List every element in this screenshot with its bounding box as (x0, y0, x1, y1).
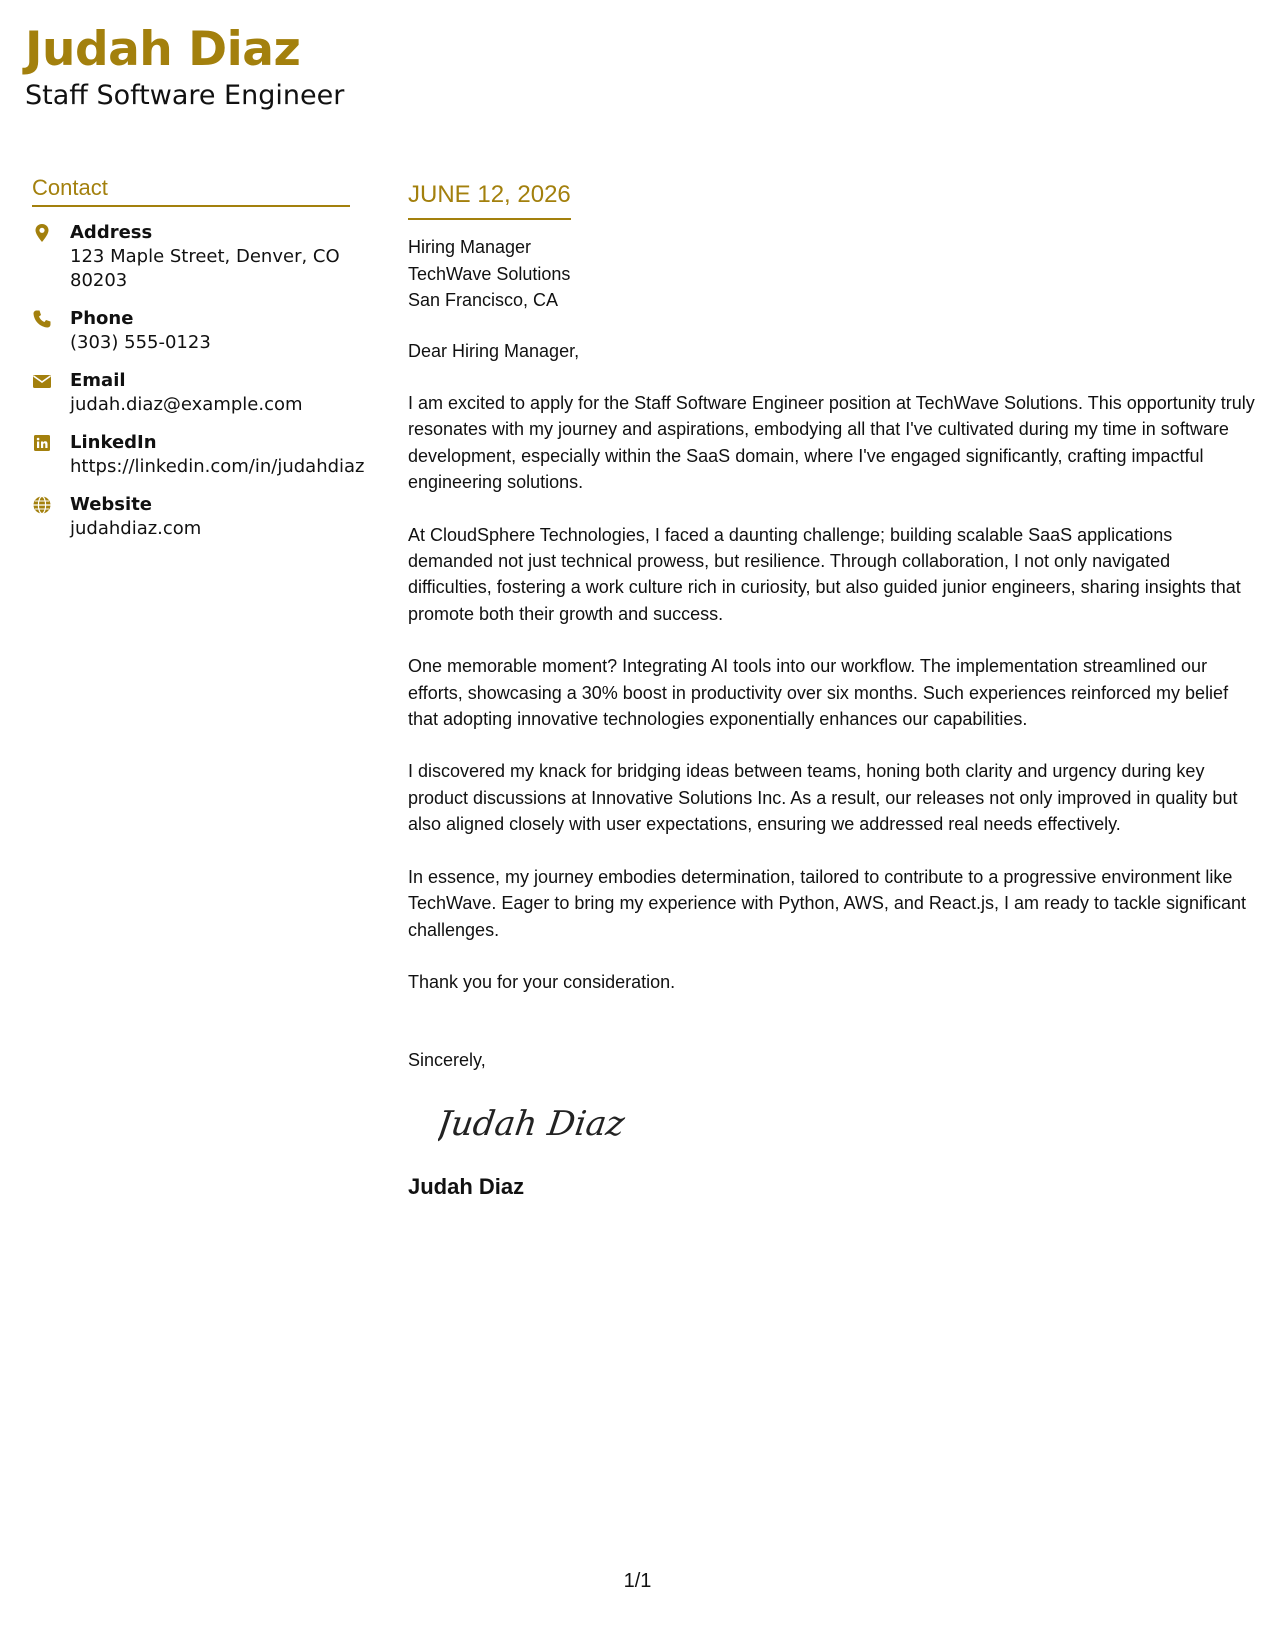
email-value: judah.diaz@example.com (70, 394, 303, 415)
paragraph: At CloudSphere Technologies, I faced a daunting challenge; building scalable SaaS applications demanded not just technical prowess, but resilience. Through collaboration, I not only navigated difficulties, fostering a work culture rich in curiosity, but also guided junior engineers, sharing insights that promote both their growth and success. (408, 524, 1241, 624)
letter-body (408, 178, 1256, 1202)
applicant-role: Staff Software Engineer (25, 80, 345, 111)
contact-label: Email (70, 370, 126, 391)
contact-label: LinkedIn (70, 432, 157, 453)
map-pin-icon (32, 223, 52, 243)
page-number: 1/1 (623, 1570, 652, 1592)
signer-name: Judah Diaz (408, 1174, 525, 1200)
greeting: Dear Hiring Manager, (408, 340, 580, 361)
paragraph: I discovered my knack for bridging ideas between teams, honing both clarity and urgency during key product discussions at Innovative Solutions Inc. As a result, our releases not only improved in quality but also aligned closely with user expectations, ensuring we addressed real needs effectively. (408, 761, 1238, 835)
contact-label: Website (70, 494, 153, 515)
recipient-block (408, 234, 1256, 314)
linkedin-value[interactable]: https://linkedin.com/in/judahdiaz (70, 456, 365, 477)
signature-text: Judah Diaz (438, 1104, 627, 1145)
contact-sidebar (32, 175, 365, 541)
contact-item-email (32, 369, 350, 417)
contact-item-address (32, 221, 350, 293)
phone-icon (32, 309, 52, 329)
contact-item-website (32, 493, 350, 541)
website-value[interactable]: judahdiaz.com (70, 518, 202, 539)
closing: Sincerely, (408, 1050, 486, 1071)
contact-label: Phone (70, 308, 134, 329)
paragraph: Thank you for your consideration. (408, 971, 676, 992)
applicant-name: Judah Diaz (25, 22, 301, 77)
address-value: 123 Maple Street, Denver, CO 80203 (70, 246, 340, 291)
globe-icon (32, 495, 52, 515)
recipient-title: Hiring Manager (408, 237, 532, 257)
paragraph: In essence, my journey embodies determination, tailored to contribute to a progressive environment like TechWave. Eager to bring my experience with Python, AWS, and React.js, I am ready to tackle significant challenges. (408, 866, 1247, 940)
paragraph: One memorable moment? Integrating AI tools into our workflow. The implementation streamlined our efforts, showcasing a 30% boost in productivity over six months. Such experiences reinforced my belief that adopting innovative technologies exponentially enhances our capabilities. (408, 656, 1229, 730)
contact-item-linkedin (32, 431, 365, 479)
paragraph: I am excited to apply for the Staff Software Engineer position at TechWave Solutions. This opportunity truly resonates with my journey and aspirations, embodying all that I've cultivated during my time in software development, especially within the SaaS domain, where I've engaged significantly, crafting impactful engineering solutions. (408, 393, 1255, 493)
contact-label: Address (70, 222, 153, 243)
letter-date: JUNE 12, 2026 (408, 178, 571, 220)
contact-heading: Contact (32, 175, 350, 207)
envelope-icon (32, 371, 52, 391)
handwritten-signature (438, 1093, 678, 1153)
phone-value: (303) 555-0123 (70, 332, 211, 353)
letter-header (25, 18, 344, 112)
contact-item-phone (32, 307, 350, 355)
recipient-location: San Francisco, CA (408, 290, 559, 310)
recipient-company: TechWave Solutions (408, 263, 571, 284)
linkedin-icon (32, 433, 52, 453)
